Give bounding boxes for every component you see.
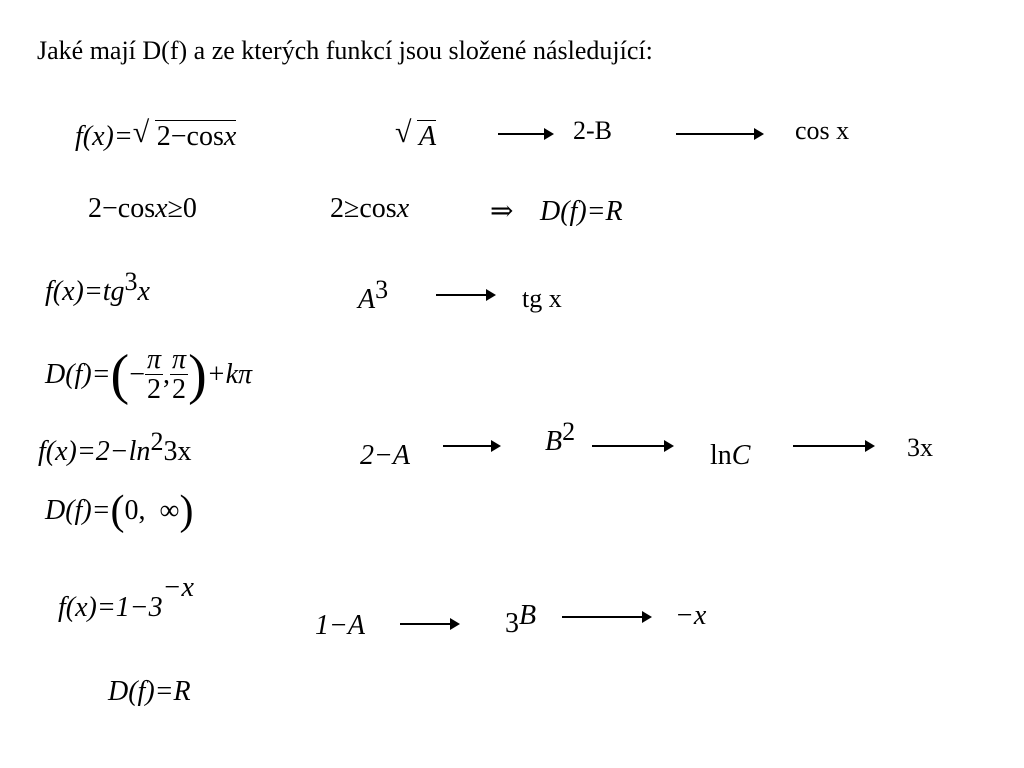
ex1-cond2-x: x bbox=[396, 193, 410, 224]
ex1-lhs: f(x)= bbox=[75, 121, 133, 152]
radical-sign-icon: √ bbox=[395, 116, 412, 149]
left-paren-icon: ( bbox=[110, 488, 125, 534]
ex2-exponent: 3 bbox=[124, 267, 138, 296]
arrow-icon bbox=[443, 445, 499, 447]
ex1-chain-3: cos x bbox=[795, 116, 850, 145]
ex2-comma: , bbox=[163, 358, 171, 390]
right-paren-icon: ) bbox=[188, 343, 207, 406]
ex3-chain-2-base: B bbox=[545, 426, 563, 457]
ex1-chain-1-text: A bbox=[419, 121, 437, 152]
ex4-chain-2 bbox=[505, 600, 537, 639]
ex3-chain-3 bbox=[710, 442, 750, 470]
ex1-cond1-b: ≥0 bbox=[167, 193, 197, 224]
ex3-chain-3-ln: ln bbox=[710, 440, 732, 471]
ex2-x: x bbox=[137, 276, 150, 307]
ex3-domain bbox=[45, 490, 194, 532]
ex4-domain: D(f)=R bbox=[108, 676, 191, 707]
ex2-formula bbox=[45, 267, 150, 307]
ex4-formula bbox=[58, 572, 194, 623]
ex1-condition-2 bbox=[330, 195, 409, 223]
ex2-frac2-num: π bbox=[172, 344, 187, 375]
ex3-chain-2 bbox=[545, 417, 576, 457]
ex2-domain-tail: +kπ bbox=[206, 358, 253, 390]
ex2-frac1-num: π bbox=[147, 344, 162, 375]
arrow-icon bbox=[562, 616, 650, 618]
ex2-chain-1-base: A bbox=[358, 284, 376, 315]
ex1-domain: D(f)=R bbox=[540, 196, 623, 227]
ex2-minus: − bbox=[129, 358, 145, 390]
page-title: Jaké mají D(f) a ze kterých funkcí jsou složené následující: bbox=[37, 36, 653, 65]
ex3-tail: 3x bbox=[163, 436, 192, 467]
ex1-formula bbox=[75, 116, 237, 152]
ex2-domain-lhs: D(f)= bbox=[45, 358, 111, 390]
ex4-chain-2-exp: B bbox=[519, 600, 537, 631]
ex1-chain-2: 2-B bbox=[573, 116, 612, 145]
ex1-radicand: 2−cos bbox=[156, 121, 224, 152]
arrow-icon bbox=[498, 133, 552, 135]
ex4-chain-3: −x bbox=[675, 600, 707, 631]
ex3-lhs: f(x)=2−ln bbox=[38, 436, 151, 467]
ex1-chain-1 bbox=[395, 116, 437, 152]
ex2-chain-1 bbox=[358, 275, 389, 315]
ex3-chain-4: 3x bbox=[907, 433, 933, 462]
ex4-chain-1: 1−A bbox=[315, 610, 365, 641]
arrow-icon bbox=[400, 623, 458, 625]
ex4-lhs: f(x)=1−3 bbox=[58, 592, 163, 623]
ex2-chain-1-exp: 3 bbox=[375, 275, 389, 304]
ex1-condition-1 bbox=[88, 195, 197, 223]
ex3-exponent: 2 bbox=[150, 427, 164, 456]
ex4-chain-2-base: 3 bbox=[505, 608, 519, 639]
ex1-cond1-x: x bbox=[155, 193, 168, 224]
ex3-chain-3-c: C bbox=[731, 440, 751, 471]
arrow-icon bbox=[793, 445, 873, 447]
implies-icon: ⇒ bbox=[490, 196, 514, 227]
ex2-frac2-den: 2 bbox=[172, 374, 187, 406]
ex2-domain bbox=[45, 345, 252, 405]
ex3-chain-2-exp: 2 bbox=[562, 417, 576, 446]
radical-sign-icon: √ bbox=[132, 116, 150, 149]
ex1-cond1-a: 2−cos bbox=[88, 193, 156, 224]
ex2-chain-2: tg x bbox=[522, 284, 562, 313]
ex2-lhs: f(x)=tg bbox=[45, 276, 125, 307]
right-paren-icon: ) bbox=[179, 488, 194, 534]
ex3-formula bbox=[38, 427, 192, 467]
arrow-icon bbox=[592, 445, 672, 447]
ex1-sqrt bbox=[132, 116, 237, 152]
ex3-domain-lhs: D(f)= bbox=[45, 495, 111, 526]
ex2-frac1-den: 2 bbox=[147, 374, 162, 406]
ex3-domain-interval: 0, ∞ bbox=[124, 495, 180, 526]
ex4-exponent: −x bbox=[162, 572, 194, 603]
arrow-icon bbox=[436, 294, 494, 296]
left-paren-icon: ( bbox=[110, 343, 130, 406]
ex1-cond2-a: 2≥cos bbox=[330, 193, 397, 224]
ex3-chain-1: 2−A bbox=[360, 440, 410, 471]
arrow-icon bbox=[676, 133, 762, 135]
ex1-radicand-x: x bbox=[223, 121, 237, 152]
